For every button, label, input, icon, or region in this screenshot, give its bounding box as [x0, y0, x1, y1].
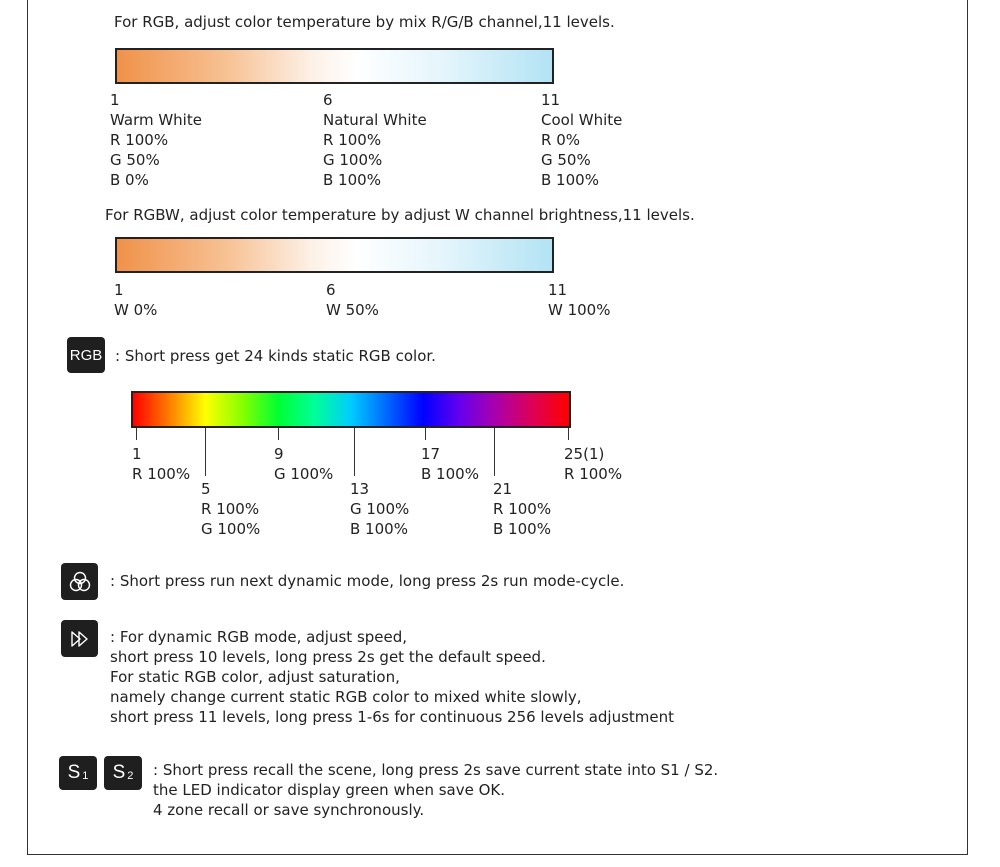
rgbw-temp-level-11: 11 W 100% — [548, 281, 611, 319]
rgb-temp-gradient-bar — [115, 48, 554, 84]
rgb-temp-level-1: 1 Warm White R 100% G 50% B 0% — [110, 91, 202, 189]
mode-key[interactable] — [61, 563, 98, 600]
rgb-mark-21: 21 R 100% B 100% — [493, 480, 552, 538]
tick-21 — [494, 428, 495, 476]
rgb-key-description: : Short press get 24 kinds static RGB color. — [115, 347, 436, 365]
rgb-mark-1: 1 R 100% — [132, 445, 191, 483]
rgbw-temp-level-6: 6 W 50% — [326, 281, 379, 319]
rgbw-temp-level-1: 1 W 0% — [114, 281, 158, 319]
rgbw-temp-gradient-bar — [115, 237, 554, 273]
tick-5 — [205, 428, 206, 476]
rgb-mark-25: 25(1) R 100% — [564, 445, 623, 483]
three-circles-icon — [68, 570, 92, 594]
rgb-key[interactable]: RGB — [67, 337, 105, 373]
tick-13 — [354, 428, 355, 476]
rgb-temp-level-6: 6 Natural White R 100% G 100% B 100% — [323, 91, 427, 189]
rgb-mark-9: 9 G 100% — [274, 445, 334, 483]
rgb-mark-5: 5 R 100% G 100% — [201, 480, 261, 538]
tick-9 — [278, 428, 279, 440]
scene-s1-key[interactable]: S 1 — [59, 756, 97, 790]
mode-key-description: : Short press run next dynamic mode, long press 2s run mode-cycle. — [110, 572, 625, 590]
rgb-temp-heading: For RGB, adjust color temperature by mix R/G/B channel,11 levels. — [114, 13, 615, 31]
tick-17 — [425, 428, 426, 440]
rgb-rainbow-bar — [131, 391, 571, 428]
scene-keys-description: : Short press recall the scene, long press 2s save current state into S1 / S2. the LED indicator display green when save OK. 4 zone recall or save synchronously. — [153, 761, 719, 819]
tick-1 — [136, 428, 137, 440]
tick-25 — [568, 428, 569, 440]
scene-s2-key[interactable]: S 2 — [104, 756, 142, 790]
speed-key[interactable] — [61, 620, 98, 657]
rgbw-temp-heading: For RGBW, adjust color temperature by adjust W channel brightness,11 levels. — [105, 206, 695, 224]
rgb-mark-13: 13 G 100% B 100% — [350, 480, 410, 538]
speed-key-description: : For dynamic RGB mode, adjust speed, short press 10 levels, long press 2s get the default speed. For static RGB color, adjust saturation, namely change current static RGB color to mixed white slowly, short press 11 levels, long press 1-6s for continuous 256 levels adjustment — [110, 628, 675, 726]
rgb-mark-17: 17 B 100% — [421, 445, 479, 483]
fast-forward-icon — [69, 630, 91, 648]
rgb-temp-level-11: 11 Cool White R 0% G 50% B 100% — [541, 91, 623, 189]
